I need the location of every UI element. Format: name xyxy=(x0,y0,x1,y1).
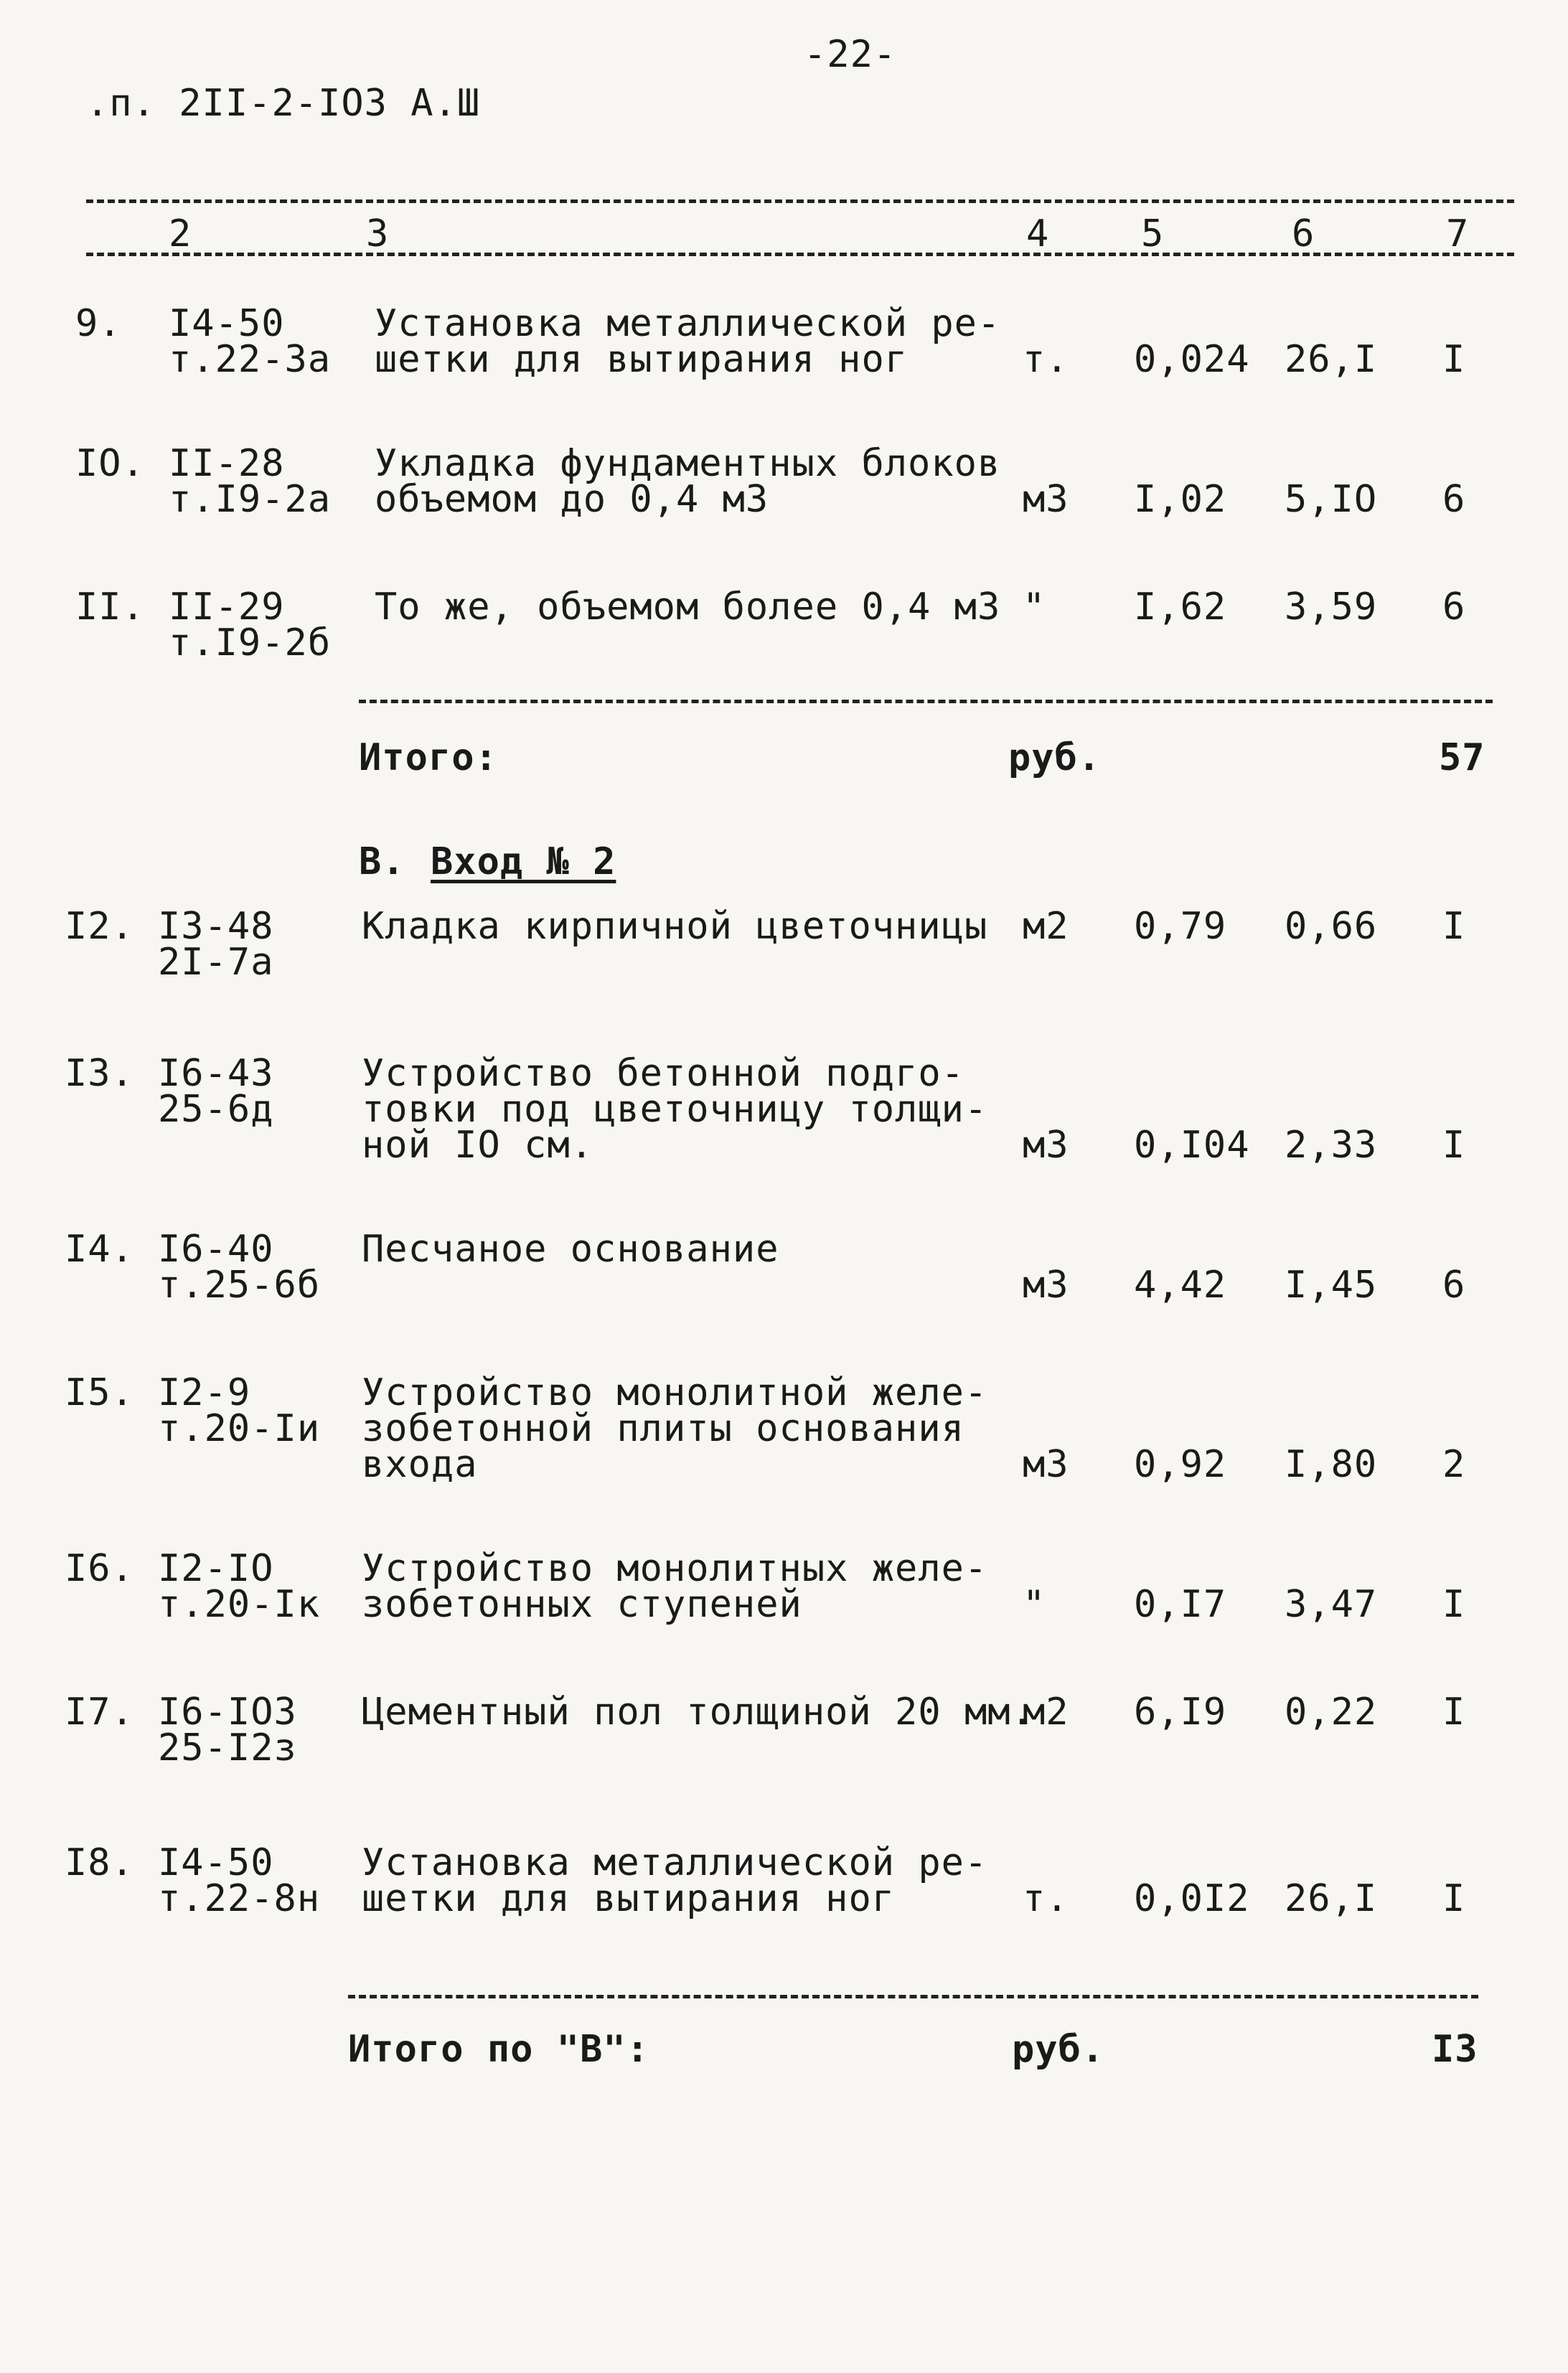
cost-value: 6 xyxy=(1442,1264,1466,1307)
work-description-line: Устройство бетонной подго- xyxy=(362,1052,964,1095)
column-header-6: 6 xyxy=(1292,212,1315,255)
column-header-2: 2 xyxy=(169,212,192,255)
column-header-3: 3 xyxy=(366,212,390,255)
table-top-rule xyxy=(86,199,1514,203)
unit-of-measure: т. xyxy=(1023,338,1069,381)
unit-of-measure: т. xyxy=(1023,1877,1069,1920)
row-number: I8. xyxy=(65,1841,134,1884)
row-number: IO. xyxy=(75,442,145,485)
rate-table-ref: т.20-Iк xyxy=(158,1583,321,1626)
row-number: I5. xyxy=(65,1371,134,1414)
unit-price-value: 0,66 xyxy=(1285,905,1378,948)
work-description-line: товки под цветочницу толщи- xyxy=(362,1088,988,1131)
work-description-line: шетки для вытирания ног xyxy=(362,1877,896,1920)
unit-of-measure: м3 xyxy=(1023,1264,1069,1307)
column-header-7: 7 xyxy=(1446,212,1470,255)
quantity-value: 0,0I2 xyxy=(1134,1877,1250,1920)
unit-of-measure: м3 xyxy=(1023,1443,1069,1486)
unit-price-value: 5,IO xyxy=(1285,478,1378,521)
unit-price-value: 26,I xyxy=(1285,1877,1378,1920)
work-description-line: Установка металлической ре- xyxy=(362,1841,988,1884)
cost-value: 6 xyxy=(1442,586,1466,629)
work-description-line: Песчаное основание xyxy=(362,1228,779,1271)
quantity-value: 0,79 xyxy=(1134,905,1227,948)
work-description-line: То же, объемом более 0,4 м3 xyxy=(375,586,1001,629)
work-description-line: зобетонной плиты основания xyxy=(362,1407,964,1450)
quantity-value: 6,I9 xyxy=(1134,1691,1227,1734)
rate-code: I2-IO xyxy=(158,1547,274,1590)
rate-table-ref: т.I9-2а xyxy=(169,478,332,521)
quantity-value: I,02 xyxy=(1134,478,1227,521)
cost-value: I xyxy=(1442,1691,1466,1734)
column-header-5: 5 xyxy=(1141,212,1165,255)
row-number: I4. xyxy=(65,1228,134,1271)
work-description-line: Укладка фундаментных блоков xyxy=(375,442,1001,485)
unit-price-value: I,45 xyxy=(1285,1264,1378,1307)
rate-table-ref: т.22-3а xyxy=(169,338,332,381)
page-number: -22- xyxy=(804,33,897,76)
rate-table-ref: т.25-6б xyxy=(158,1264,321,1307)
unit-of-measure: " xyxy=(1023,586,1046,629)
unit-price-value: I,80 xyxy=(1285,1443,1378,1486)
rate-table-ref: т.22-8н xyxy=(158,1877,321,1920)
work-description-line: Цементный пол толщиной 20 мм. xyxy=(362,1691,1034,1734)
rate-code: I6-43 xyxy=(158,1052,274,1095)
rate-table-ref: 25-I2з xyxy=(158,1726,297,1770)
rate-code: I3-48 xyxy=(158,905,274,948)
block-b-title-prefix: В. xyxy=(359,840,405,883)
work-description-line: зобетонных ступеней xyxy=(362,1583,802,1626)
cost-value: 6 xyxy=(1442,478,1466,521)
work-description-line: Устройство монолитной желе- xyxy=(362,1371,988,1414)
work-description-line: Устройство монолитных желе- xyxy=(362,1547,988,1590)
row-number: I7. xyxy=(65,1691,134,1734)
unit-price-value: 2,33 xyxy=(1285,1124,1378,1167)
document-code: .п. 2II-2-IO3 А.Ш xyxy=(86,82,481,125)
unit-of-measure: м2 xyxy=(1023,1691,1069,1734)
quantity-value: 4,42 xyxy=(1134,1264,1227,1307)
unit-of-measure: " xyxy=(1023,1583,1046,1626)
unit-price-value: 3,47 xyxy=(1285,1583,1378,1626)
quantity-value: I,62 xyxy=(1134,586,1227,629)
rate-code: I6-IO3 xyxy=(158,1691,297,1734)
rate-code: II-29 xyxy=(169,586,285,629)
column-header-4: 4 xyxy=(1026,212,1050,255)
work-description-line: шетки для вытирания ног xyxy=(375,338,909,381)
work-description-line: ной IO см. xyxy=(362,1124,594,1167)
cost-value: 2 xyxy=(1442,1443,1466,1486)
block-b-total-value: I3 xyxy=(1432,2028,1478,2071)
work-description-line: Кладка кирпичной цветочницы xyxy=(362,905,988,948)
rate-table-ref: т.20-Iи xyxy=(158,1407,321,1450)
work-description-line: Установка металлической ре- xyxy=(375,302,1001,345)
rate-table-ref: 2I-7а xyxy=(158,941,274,984)
unit-of-measure: м3 xyxy=(1023,478,1069,521)
unit-price-value: 26,I xyxy=(1285,338,1378,381)
rate-code: I6-40 xyxy=(158,1228,274,1271)
cost-value: I xyxy=(1442,1583,1466,1626)
unit-price-value: 0,22 xyxy=(1285,1691,1378,1734)
block-b-title: Вход № 2 xyxy=(431,840,616,883)
unit-of-measure: м2 xyxy=(1023,905,1069,948)
block-b-total-unit: руб. xyxy=(1012,2028,1105,2071)
rate-table-ref: т.I9-2б xyxy=(169,621,332,664)
block-a-total-label: Итого: xyxy=(359,736,498,779)
work-description-line: объемом до 0,4 м3 xyxy=(375,478,769,521)
rate-code: I4-50 xyxy=(169,302,285,345)
unit-price-value: 3,59 xyxy=(1285,586,1378,629)
block-a-total-unit: руб. xyxy=(1008,736,1102,779)
work-description-line: входа xyxy=(362,1443,478,1486)
row-number: 9. xyxy=(75,302,122,345)
block-a-total-rule xyxy=(359,700,1493,703)
cost-value: I xyxy=(1442,1124,1466,1167)
block-b-total-rule xyxy=(348,1995,1478,1998)
quantity-value: 0,I04 xyxy=(1134,1124,1250,1167)
quantity-value: 0,92 xyxy=(1134,1443,1227,1486)
quantity-value: 0,I7 xyxy=(1134,1583,1227,1626)
cost-value: I xyxy=(1442,905,1466,948)
cost-value: I xyxy=(1442,1877,1466,1920)
row-number: II. xyxy=(75,586,145,629)
rate-table-ref: 25-6д xyxy=(158,1088,274,1131)
quantity-value: 0,024 xyxy=(1134,338,1250,381)
rate-code: I4-50 xyxy=(158,1841,274,1884)
cost-value: I xyxy=(1442,338,1466,381)
block-b-total-label: Итого по "В": xyxy=(348,2028,649,2071)
row-number: I2. xyxy=(65,905,134,948)
row-number: I6. xyxy=(65,1547,134,1590)
rate-code: I2-9 xyxy=(158,1371,251,1414)
row-number: I3. xyxy=(65,1052,134,1095)
column-header-rule xyxy=(86,253,1514,256)
rate-code: II-28 xyxy=(169,442,285,485)
unit-of-measure: м3 xyxy=(1023,1124,1069,1167)
block-a-total-value: 57 xyxy=(1439,736,1485,779)
